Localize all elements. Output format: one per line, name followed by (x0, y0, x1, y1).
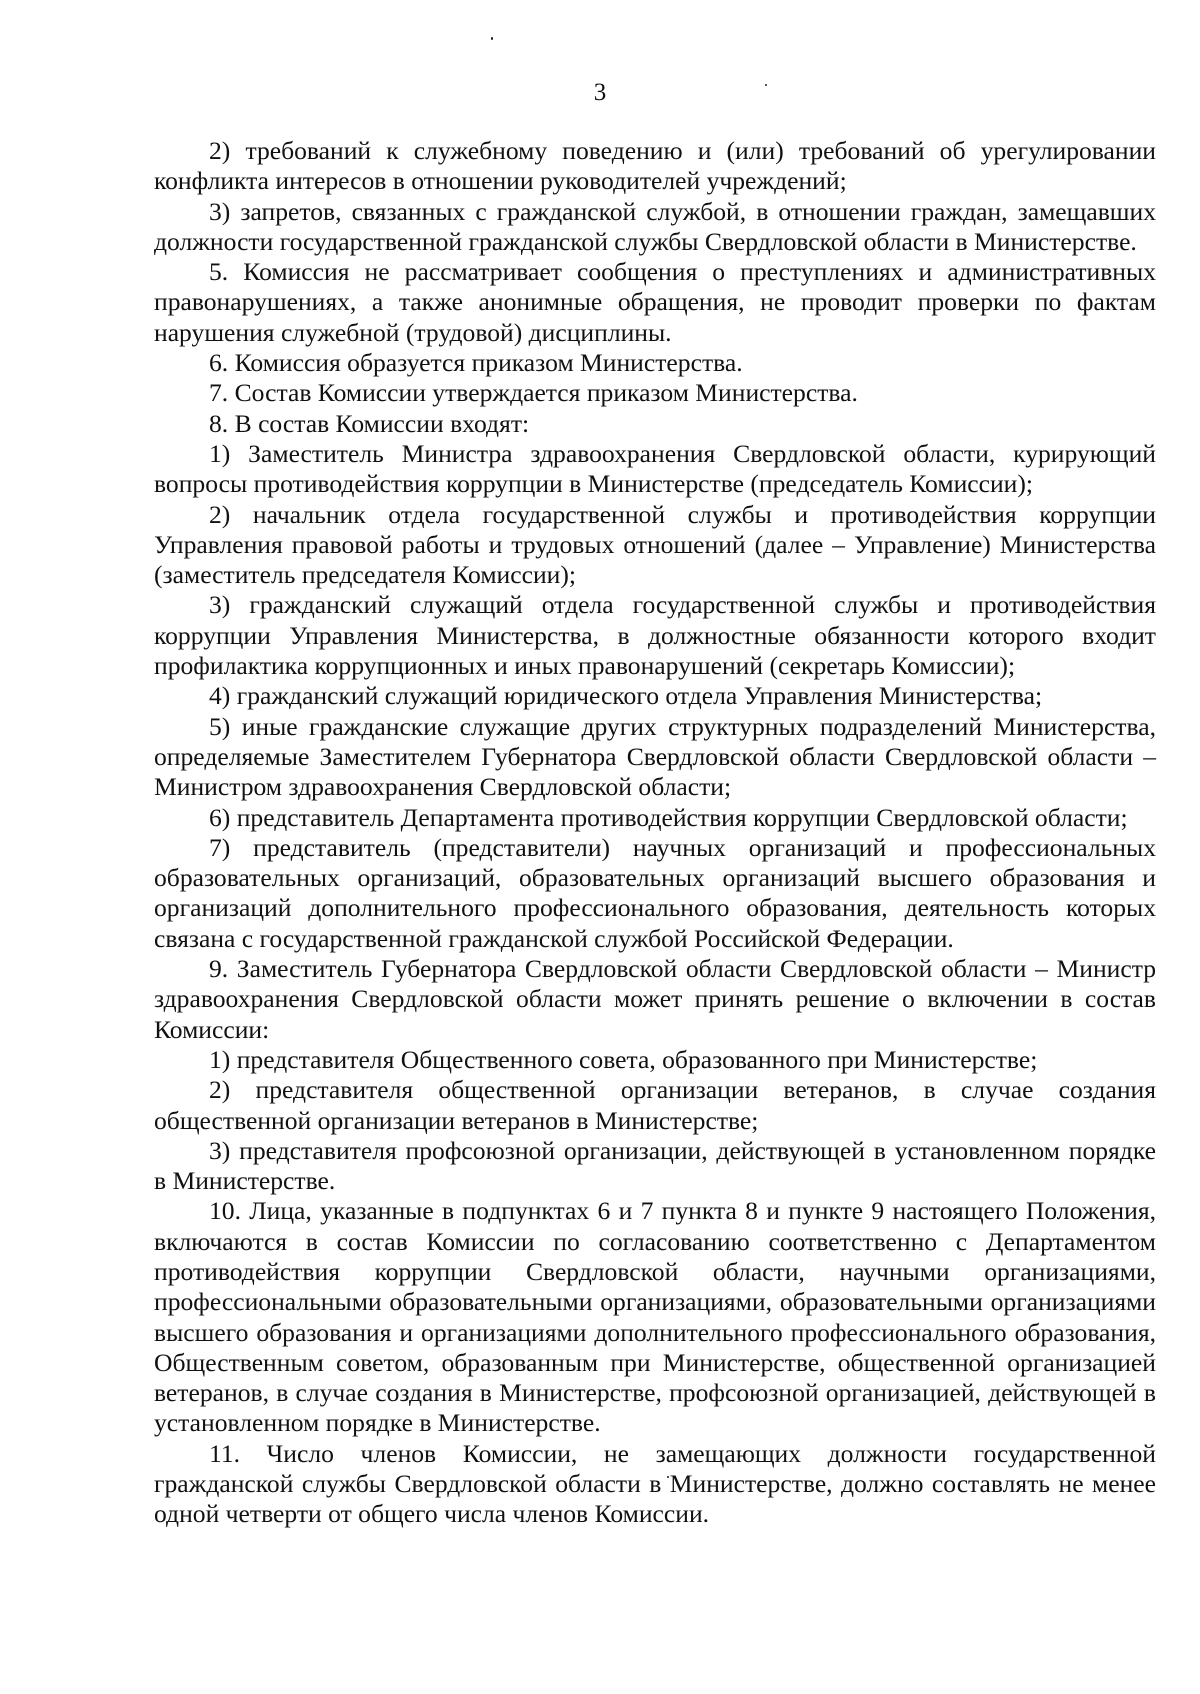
document-body (154, 136, 1156, 1530)
paragraph: 8. В состав Комиссии входят: (209, 408, 530, 438)
paragraph: 2) начальник отдела государственной службы и противодействия коррупции Управления правовой работы и трудовых отношений (далее – Управление) Министерства (заместитель председателя Комиссии); (154, 499, 1156, 590)
paragraph: 7) представитель (представители) научных организаций и профессиональных образовательных организаций, образовательных организаций высшего образования и организаций дополнительного профессионального образования, деятельность которых связана с государственной гражданской службой Российской Федерации. (154, 832, 1156, 953)
paragraph: 3) запретов, связанных с гражданской службой, в отношении граждан, замещавших должности государственной гражданской службы Свердловской области в Министерстве. (154, 196, 1156, 256)
scan-speck (491, 37, 493, 40)
paragraph: 1) представителя Общественного совета, образованного при Министерстве; (209, 1044, 1038, 1074)
paragraph: 3) гражданский служащий отдела государственной службы и противодействия коррупции Управления Министерства, в должностные обязанности которого входит профилактика коррупционных и иных правонарушений (секретарь Комиссии); (154, 590, 1156, 681)
paragraph: 4) гражданский служащий юридического отдела Управления Министерства; (209, 681, 1043, 711)
paragraph: 10. Лица, указанные в подпунктах 6 и 7 пункта 8 и пункте 9 настоящего Положения, включаются в состав Комиссии по согласованию соответственно с Департаментом противодействия коррупции Свердловской области, научными организациями, профессиональными образовательными организациями, образовательными организациями высшего образования и организациями дополнительного профессионального образования, Общественным советом, образованным при Министерстве, общественной организацией ветеранов, в случае создания в Министерстве, профсоюзной организацией, действующей в установленном порядке в Министерстве. (154, 1196, 1156, 1438)
paragraph: 5. Комиссия не рассматривает сообщения о преступлениях и административных правонарушениях, а также анонимные обращения, не проводит проверки по фактам нарушения служебной (трудовой) дисциплины. (154, 257, 1156, 347)
page-number: 3 (593, 79, 607, 106)
paragraph: 7. Состав Комиссии утверждается приказом Министерства. (209, 378, 858, 408)
paragraph: 1) Заместитель Министра здравоохранения Свердловской области, курирующий вопросы противодействия коррупции в Министерстве (председатель Комиссии); (154, 438, 1156, 499)
paragraph: 2) представителя общественной организации ветеранов, в случае создания общественной организации ветеранов в Министерстве; (154, 1075, 1156, 1135)
paragraph: 5) иные гражданские служащие других структурных подразделений Министерства, определяемые Заместителем Губернатора Свердловской области Свердловской области – Министром здравоохранения Свердловской области; (154, 711, 1156, 802)
paragraph: 9. Заместитель Губернатора Свердловской области Свердловской области – Министр здравоохранения Свердловской области может принять решение о включении в состав Комиссии: (154, 954, 1156, 1044)
paragraph: 6) представитель Департамента противодействия коррупции Свердловской области; (209, 802, 1128, 832)
paragraph: 11. Число членов Комиссии, не замещающих должности государственной гражданской службы Свердловской области в Министерстве, должно составлять не менее одной четверти от общего числа членов Комиссии. (154, 1438, 1156, 1529)
paragraph: 3) представителя профсоюзной организации, действующей в установленном порядке в Министерстве. (154, 1135, 1156, 1196)
paragraph: 2) требований к служебному поведению и (или) требований об урегулировании конфликта интересов в отношении руководителей учреждений; (154, 136, 1156, 196)
paragraph: 6. Комиссия образуется приказом Министерства. (209, 348, 743, 378)
